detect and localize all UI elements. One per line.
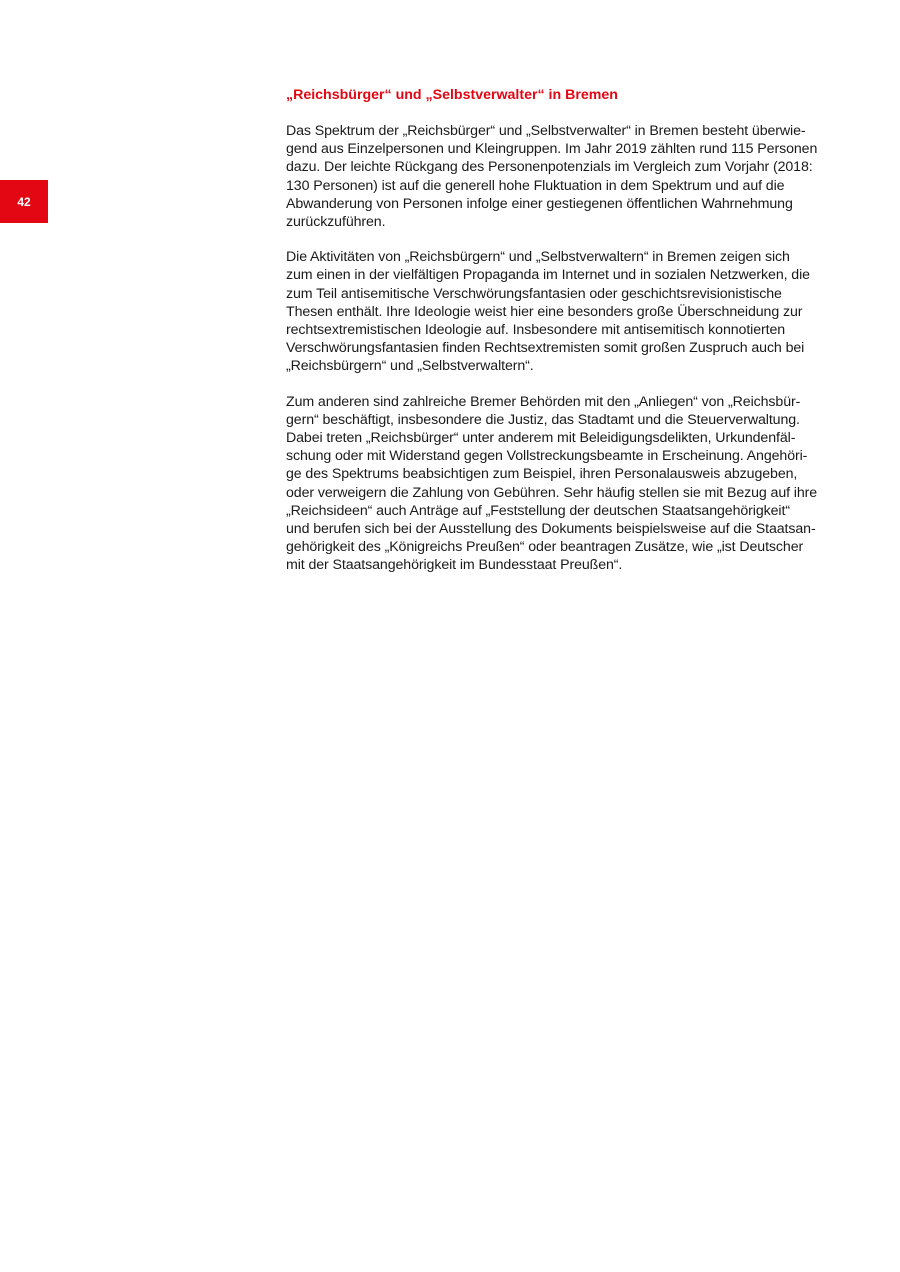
paragraph-2 (286, 248, 834, 375)
main-content (286, 86, 834, 592)
paragraph-line: „Reichsideen“ auch Anträge auf „Feststellung der deutschen Staatsangehörigkeit“ (286, 502, 790, 519)
paragraph-line: oder verweigern die Zahlung von Gebühren. Sehr häufig stellen sie mit Bezug auf ihre (286, 484, 818, 501)
section-title: „Reichsbürger“ und „Selbstverwalter“ in Bremen (286, 87, 618, 103)
paragraph-line: dazu. Der leichte Rückgang des Personenpotenzials im Vergleich zum Vorjahr (2018: (286, 159, 813, 176)
paragraph-line: Thesen enthält. Ihre Ideologie weist hier eine besonders große Überschneidung zur (286, 303, 803, 320)
paragraph-line: „Reichsbürgern“ und „Selbstverwaltern“. (286, 358, 534, 375)
paragraph-line: zum Teil antisemitische Verschwörungsfantasien oder geschichtsrevisionistische (286, 285, 782, 302)
paragraph-line: zum einen in der vielfältigen Propaganda im Internet und in sozialen Netzwerken, die (286, 267, 810, 284)
paragraph-line: Das Spektrum der „Reichsbürger“ und „Selbstverwalter“ in Bremen besteht überwie- (286, 123, 806, 139)
paragraph-line: Die Aktivitäten von „Reichsbürgern“ und „Selbstverwaltern“ in Bremen zeigen sich (286, 249, 790, 266)
paragraph-line: ge des Spektrums beabsichtigen zum Beispiel, ihren Personalausweis abzugeben, (286, 466, 798, 483)
paragraph-line: Zum anderen sind zahlreiche Bremer Behörden mit den „Anliegen“ von „Reichsbür- (286, 393, 801, 410)
paragraph-line: Verschwörungsfantasien finden Rechtsextremisten somit großen Zuspruch auch bei (286, 340, 805, 357)
paragraph-line: rechtsextremistischen Ideologie auf. Insbesondere mit antisemitisch konnotierten (286, 322, 786, 339)
paragraph-line: Abwanderung von Personen infolge einer gestiegenen öffentlichen Wahrnehmung (286, 195, 793, 212)
paragraph-line: gern“ beschäftigt, insbesondere die Justiz, das Stadtamt und die Steuerverwaltung. (286, 411, 800, 428)
paragraph-line: gehörigkeit des „Königreichs Preußen“ oder beantragen Zusätze, wie „ist Deutscher (286, 539, 804, 556)
paragraph-line: 130 Personen) ist auf die generell hohe Fluktuation in dem Spektrum und auf die (286, 177, 785, 194)
paragraph-line: Dabei treten „Reichsbürger“ unter anderem mit Beleidigungsdelikten, Urkundenfäl- (286, 430, 796, 447)
page-number-tab (0, 180, 48, 223)
paragraph-line: schung oder mit Widerstand gegen Vollstreckungsbeamte in Erscheinung. Angehöri- (286, 448, 808, 465)
paragraph-line: zurückzuführen. (286, 214, 386, 231)
page-number: 42 (17, 194, 31, 209)
paragraph-line: und berufen sich bei der Ausstellung des Dokuments beispielsweise auf die Staatsan- (286, 521, 816, 538)
paragraph-3 (286, 393, 834, 575)
paragraph-line: gend aus Einzelpersonen und Kleingruppen. Im Jahr 2019 zählten rund 115 Personen (286, 141, 818, 158)
paragraph-1 (286, 122, 834, 231)
paragraph-line: mit der Staatsangehörigkeit im Bundesstaat Preußen“. (286, 557, 623, 574)
